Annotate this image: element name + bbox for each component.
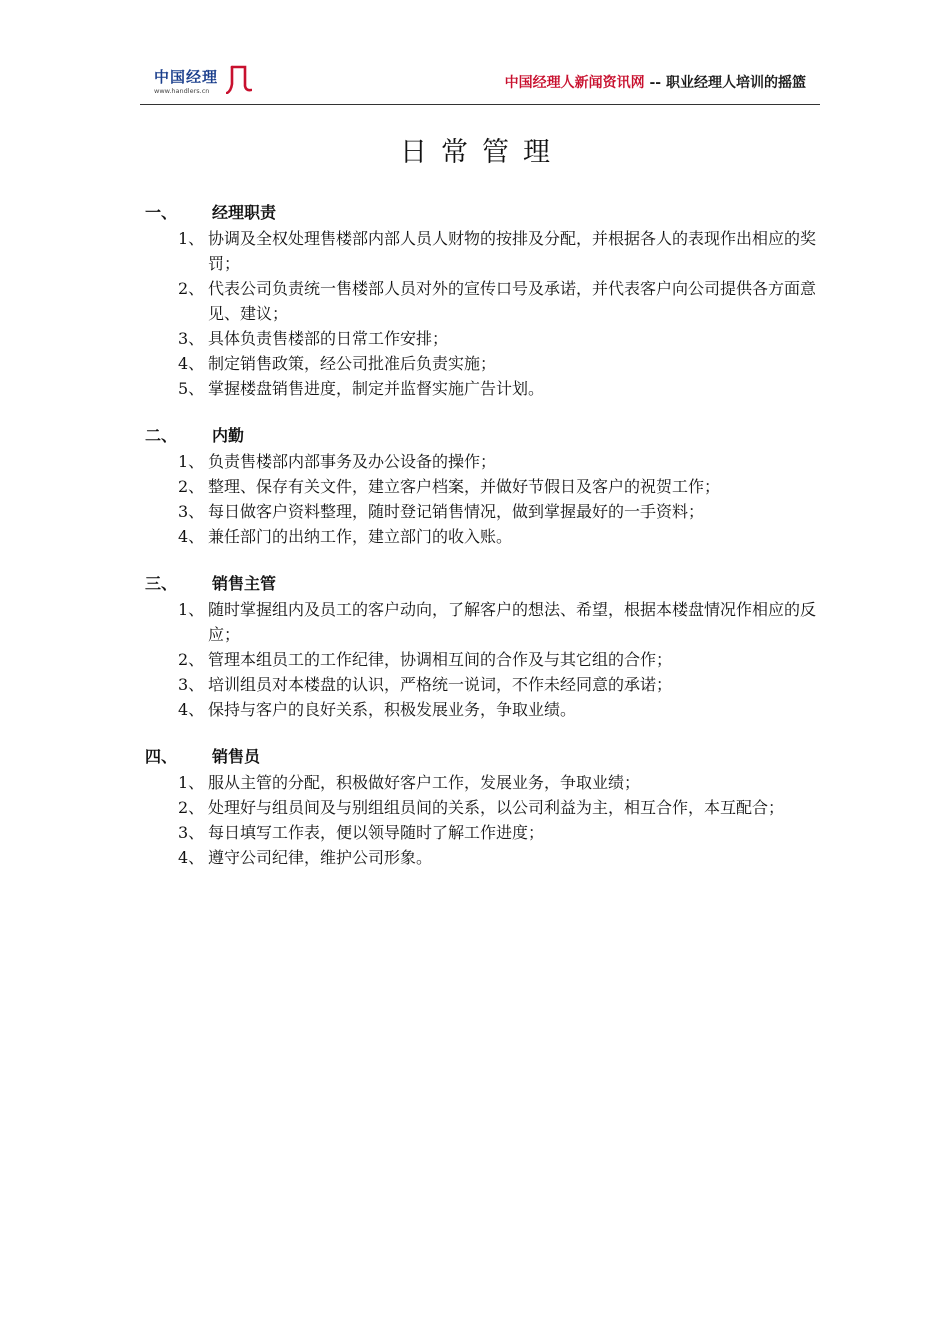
document-body [145,200,825,892]
item-text: 负责售楼部内部事务及办公设备的操作； [208,452,497,471]
item-text: 保持与客户的良好关系，积极发展业务，争取业绩。 [208,700,577,719]
item-text: 随时掌握组内及员工的客户动向，了解客户的想法、希望，根据本楼盘情况作相应的反应； [208,600,817,644]
list-item [145,597,825,647]
section-heading [145,200,825,226]
list-item [145,524,825,549]
item-text: 每日填写工作表，便以领导随时了解工作进度； [208,823,545,842]
section-title: 内勤 [212,426,245,445]
item-text: 每日做客户资料整理，随时登记销售情况，做到掌握最好的一手资料； [208,502,705,521]
logo [154,66,254,102]
section-number: 二、 [145,426,178,445]
item-number: 4、 [178,527,205,546]
item-text: 培训组员对本楼盘的认识，严格统一说词，不作未经同意的承诺； [208,675,673,694]
list-item [145,647,825,672]
item-number: 3、 [178,823,205,842]
list-item [145,449,825,474]
page-title: 日常管理 [400,137,564,168]
list-item [145,845,825,870]
item-number: 4、 [178,848,205,867]
item-number: 1、 [178,452,205,471]
item-text: 管理本组员工的工作纪律，协调相互间的合作及与其它组的合作； [208,650,673,669]
section-heading [145,744,825,770]
item-text: 服从主管的分配，积极做好客户工作，发展业务，争取业绩； [208,773,641,792]
list-item [145,499,825,524]
section-heading [145,423,825,449]
section-heading [145,571,825,597]
logo-url: www.handlers.cn [154,87,210,95]
item-number: 4、 [178,700,205,719]
logo-mark-icon [226,64,252,94]
section-number: 一、 [145,203,178,222]
item-text: 掌握楼盘销售进度，制定并监督实施广告计划。 [208,379,545,398]
section-number: 四、 [145,747,178,766]
list-item [145,672,825,697]
item-text: 整理、保存有关文件，建立客户档案，并做好节假日及客户的祝贺工作； [208,477,721,496]
item-text: 处理好与组员间及与别组组员间的关系，以公司利益为主，相互合作，本互配合； [208,798,785,817]
item-number: 2、 [178,650,205,669]
slogan-tagline: -- 职业经理人培训的摇篮 [649,75,806,91]
item-text: 具体负责售楼部的日常工作安排； [208,329,449,348]
list-item [145,697,825,722]
item-number: 3、 [178,675,205,694]
list-item [145,226,825,276]
item-number: 4、 [178,354,205,373]
item-number: 1、 [178,229,205,248]
page-header [140,60,820,105]
item-text: 制定销售政策，经公司批准后负责实施； [208,354,497,373]
section-sales-supervisor [145,571,825,722]
list-item [145,770,825,795]
section-salesperson [145,744,825,870]
item-number: 1、 [178,600,205,619]
section-title: 销售主管 [212,574,277,593]
item-text: 兼任部门的出纳工作，建立部门的收入账。 [208,527,513,546]
list-item [145,276,825,326]
header-slogan [505,72,806,92]
list-item [145,351,825,376]
item-number: 3、 [178,502,205,521]
section-title: 经理职责 [212,203,277,222]
item-text: 遵守公司纪律，维护公司形象。 [208,848,433,867]
item-number: 2、 [178,477,205,496]
section-office-admin [145,423,825,549]
item-text: 协调及全权处理售楼部内部人员人财物的按排及分配，并根据各人的表现作出相应的奖罚； [208,229,817,273]
section-number: 三、 [145,574,178,593]
list-item [145,820,825,845]
item-number: 2、 [178,798,205,817]
logo-text: 中国经理 [154,68,219,86]
item-text: 代表公司负责统一售楼部人员对外的宣传口号及承诺，并代表客户向公司提供各方面意见、建议； [208,279,817,323]
list-item [145,474,825,499]
item-number: 5、 [178,379,205,398]
list-item [145,376,825,401]
item-number: 2、 [178,279,205,298]
item-number: 3、 [178,329,205,348]
list-item [145,795,825,820]
item-number: 1、 [178,773,205,792]
section-manager-duties [145,200,825,401]
list-item [145,326,825,351]
section-title: 销售员 [212,747,261,766]
slogan-site-name: 中国经理人新闻资讯网 [504,75,645,91]
